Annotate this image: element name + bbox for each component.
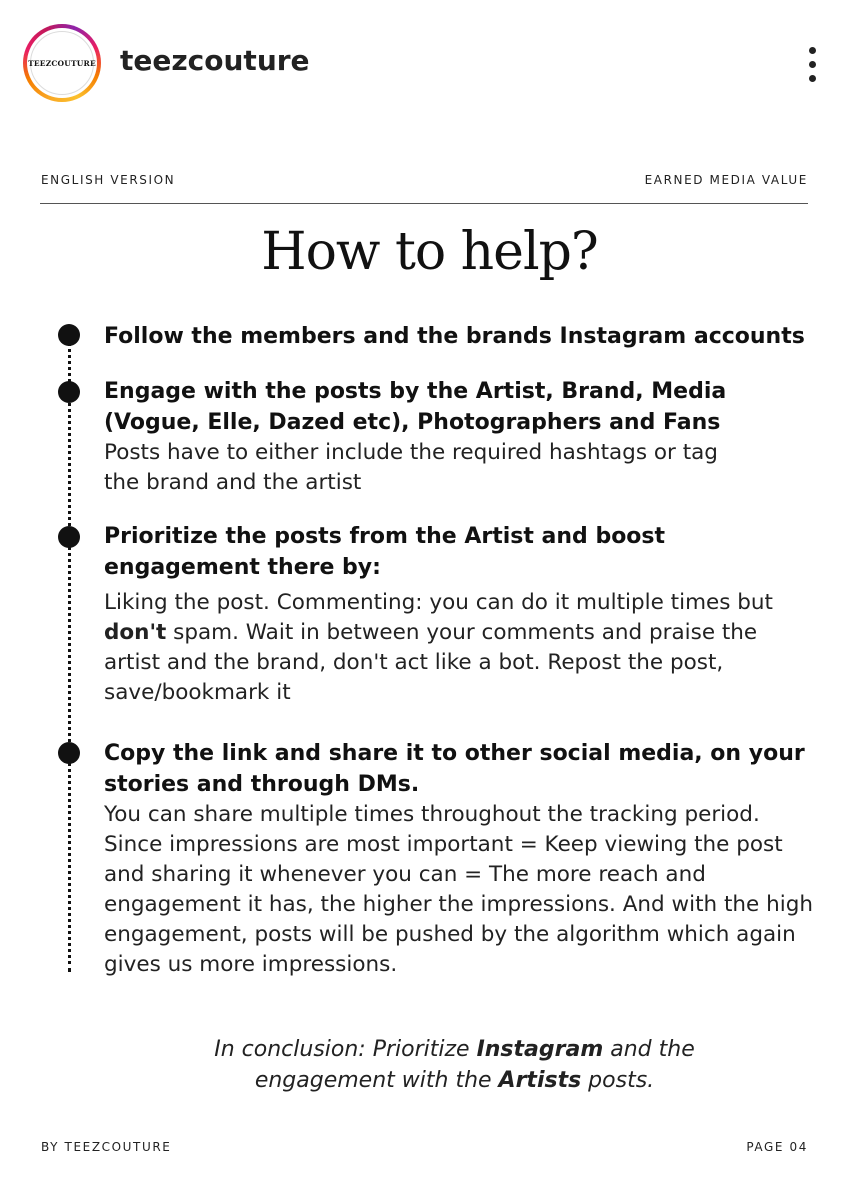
more-vertical-icon[interactable] [803, 45, 823, 85]
post-header [0, 0, 859, 130]
conclusion-emphasis-instagram: Instagram [476, 1037, 604, 1062]
step-3-body-text: Liking the post. Commenting: you can do it multiple times but [104, 590, 773, 615]
step-2-body [104, 438, 814, 498]
avatar-logo-text: TEEZCOUTURE [28, 58, 96, 68]
step-3-heading: Prioritize the posts from the Artist and boost engagement there by: [104, 524, 666, 580]
username-link[interactable]: teezcouture [120, 44, 310, 77]
timeline-line [68, 336, 71, 972]
page-number: PAGE 04 [746, 1140, 808, 1154]
step-2-body-line-2: the brand and the artist [104, 470, 362, 495]
step-4-heading: Copy the link and share it to other social media, on your stories and through DMs. [104, 741, 805, 797]
conclusion-text: posts. [581, 1068, 655, 1093]
conclusion-line-2 [0, 1065, 859, 1096]
conclusion-text: engagement with the [254, 1068, 499, 1093]
step-3-body [104, 588, 804, 708]
page-title: How to help? [261, 222, 598, 282]
language-label: ENGLISH VERSION [41, 173, 176, 187]
step-4-body: You can share multiple times throughout the tracking period. Since impressions are most important = Keep viewing the post and sharing it whenever you can = The more reach and engagement it has, the higher the impressions. And with the high engagement, posts will be pushed by the algorithm which again gives us more impressions. [104, 802, 813, 977]
timeline-dot [58, 324, 80, 346]
step-3-body-text-rest: spam. Wait in between your comments and praise the artist and the brand, don't act like a bot. Repost the post, save/bookmark it [104, 620, 758, 705]
timeline-dot [58, 381, 80, 403]
divider [40, 203, 808, 204]
timeline-dot [58, 742, 80, 764]
step-2-heading: Engage with the posts by the Artist, Brand, Media (Vogue, Elle, Dazed etc), Photographers and Fans [104, 379, 727, 435]
step-2-body-line-1: Posts have to either include the required hashtags or tag [104, 440, 718, 465]
footer-credit: BY TEEZCOUTURE [41, 1140, 172, 1154]
conclusion-text: and the [603, 1037, 695, 1062]
timeline-dot [58, 526, 80, 548]
step-3-body-emphasis: don't [104, 620, 167, 645]
conclusion-text: In conclusion: Prioritize [214, 1037, 477, 1062]
step-1-heading: Follow the members and the brands Instagram accounts [104, 324, 805, 349]
avatar[interactable] [23, 24, 101, 102]
avatar-inner [27, 28, 97, 98]
conclusion-emphasis-artists: Artists [498, 1068, 582, 1093]
section-label: EARNED MEDIA VALUE [644, 173, 808, 187]
avatar-logo [30, 31, 94, 95]
conclusion-line-1 [0, 1034, 859, 1065]
conclusion [0, 1034, 859, 1096]
